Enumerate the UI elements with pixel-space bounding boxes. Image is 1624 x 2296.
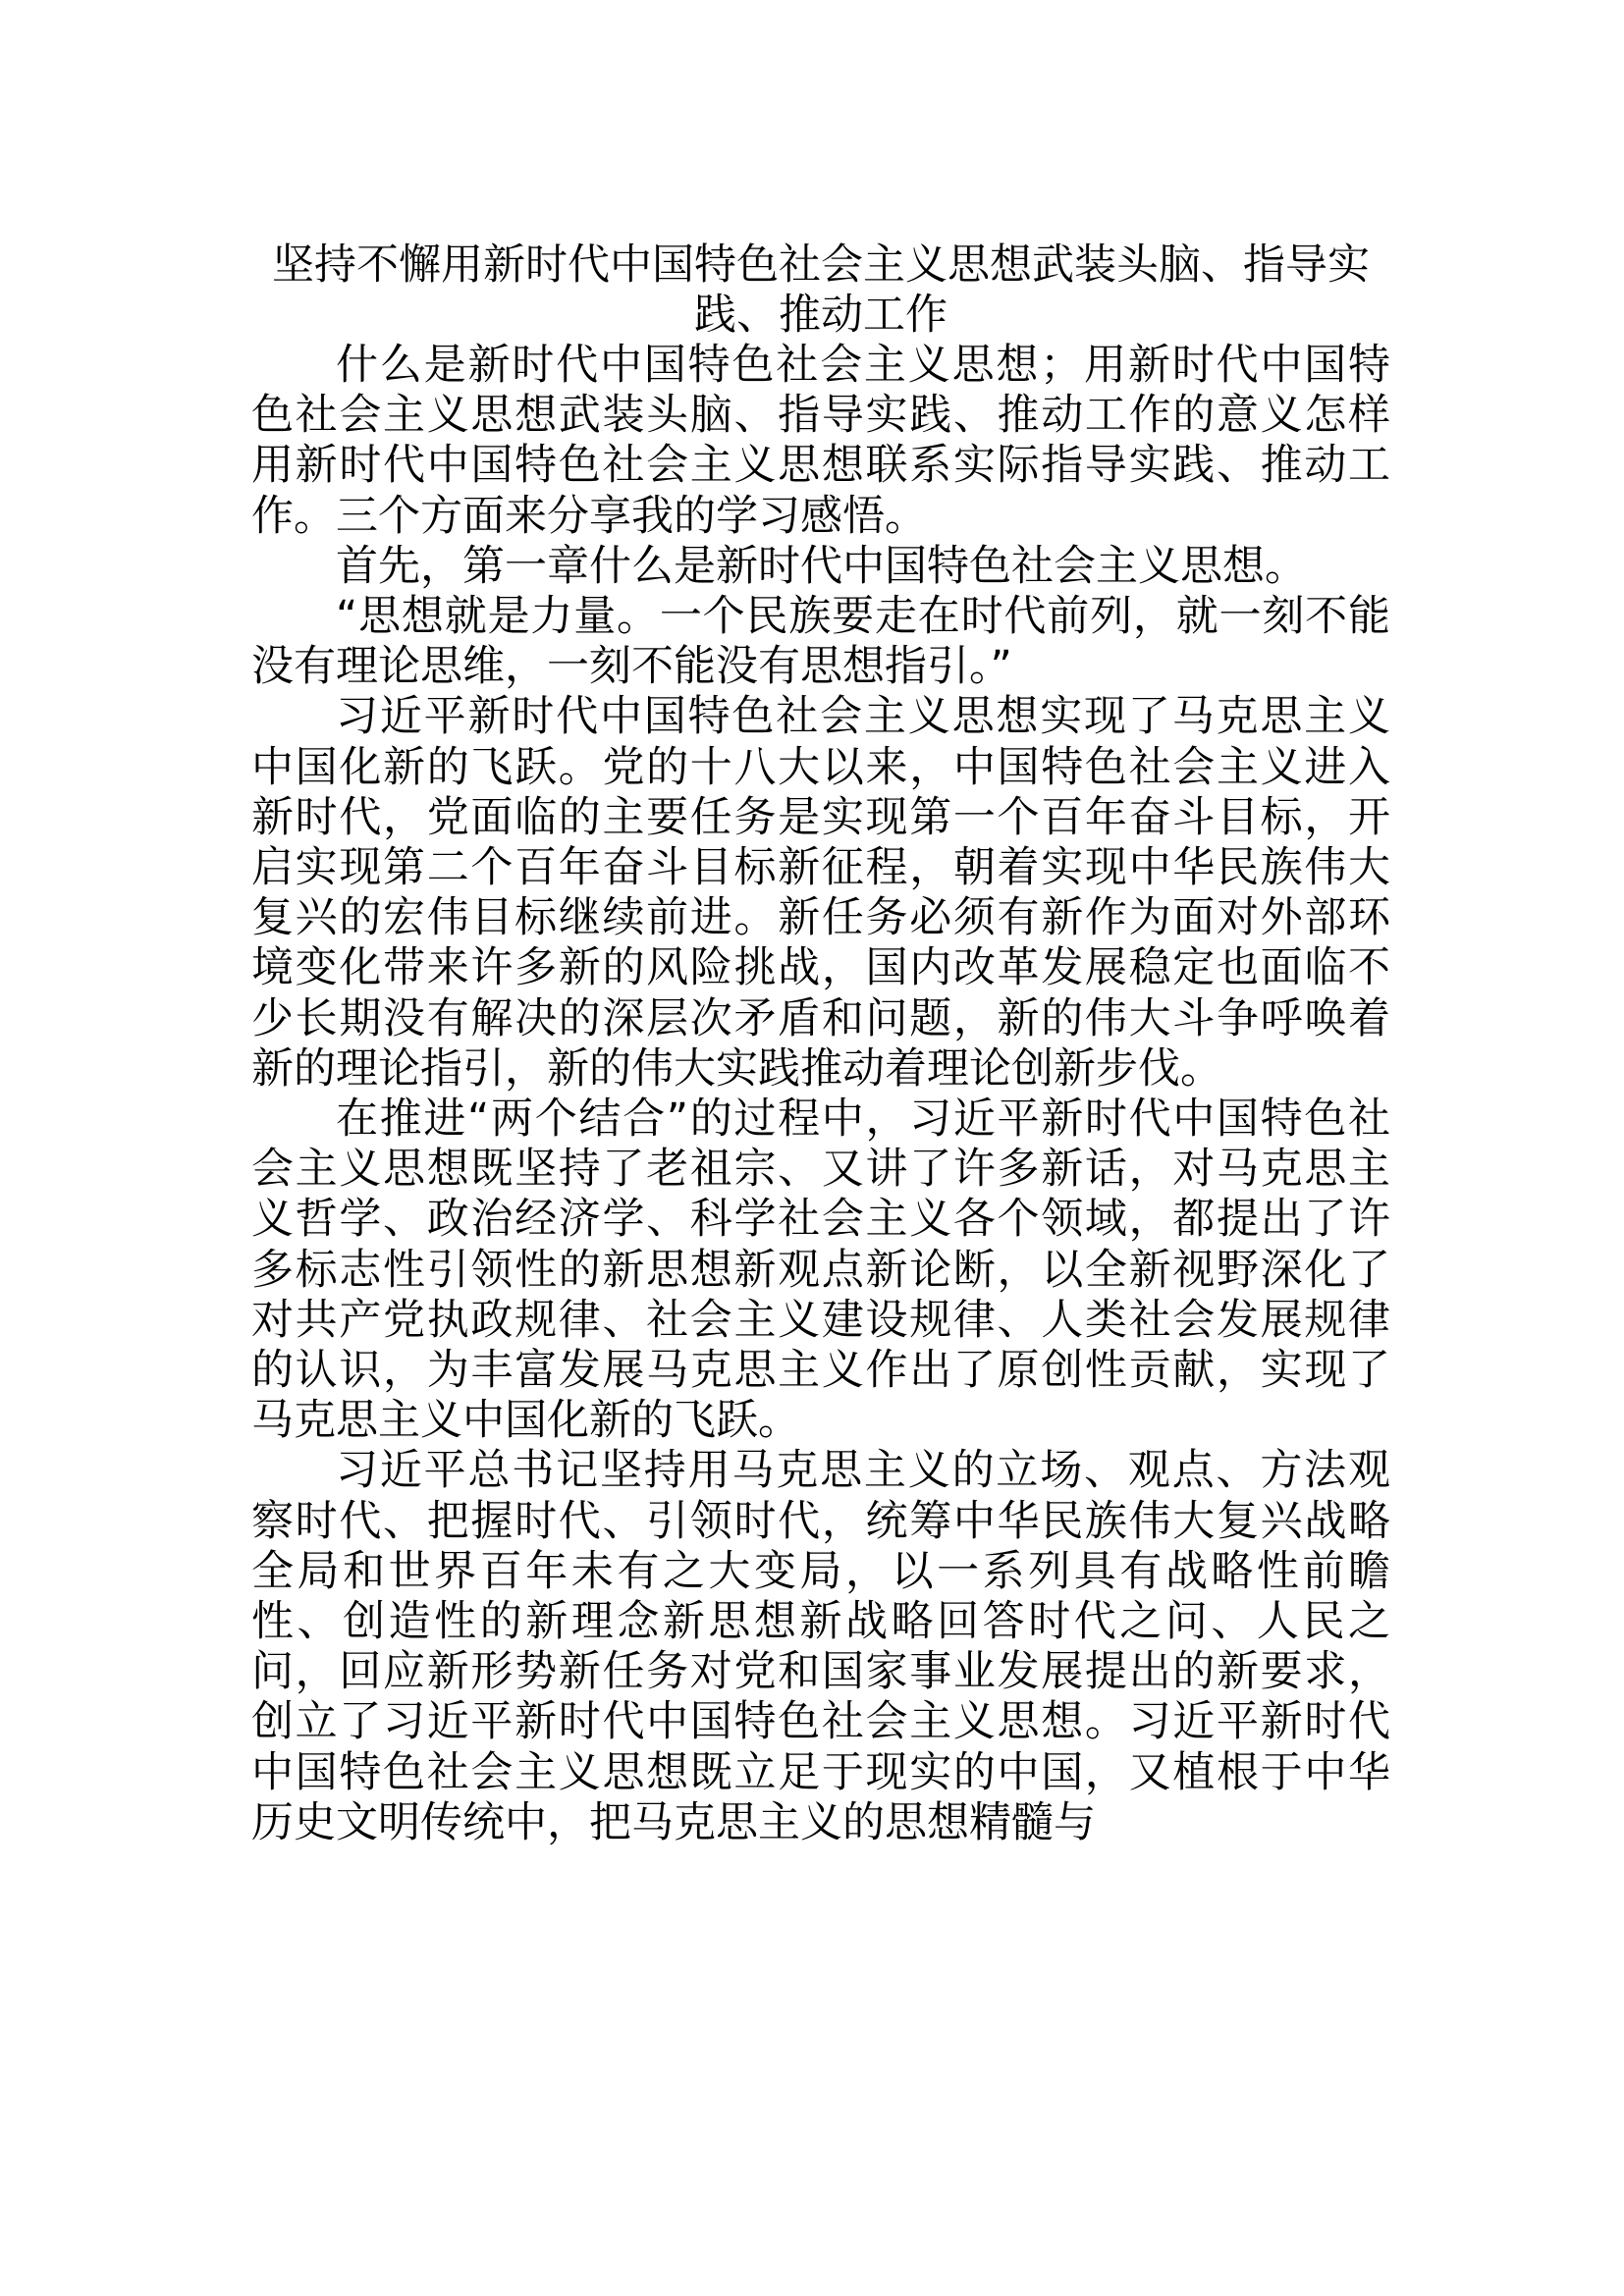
paragraph-quote: “思想就是力量。一个民族要走在时代前列，就一刻不能没有理论思维，一刻不能没有思想指引。” xyxy=(251,592,1390,692)
document-body xyxy=(251,240,1390,1848)
paragraph-intro: 什么是新时代中国特色社会主义思想；用新时代中国特色社会主义思想武装头脑、指导实践、推动工作的意义怎样用新时代中国特色社会主义思想联系实际指导实践、推动工作。三个方面来分享我的学习感悟。 xyxy=(251,341,1390,541)
paragraph-two-combinations: 在推进“两个结合”的过程中，习近平新时代中国特色社会主义思想既坚持了老祖宗、又讲了许多新话，对马克思主义哲学、政治经济学、科学社会主义各个领域，都提出了许多标志性引领性的新思想新观点新论断，以全新视野深化了对共产党执政规律、社会主义建设规律、人类社会发展规律的认识，为丰富发展马克思主义作出了原创性贡献，实现了马克思主义中国化新的飞跃。 xyxy=(251,1095,1390,1446)
document-title: 坚持不懈用新时代中国特色社会主义思想武装头脑、指导实践、推动工作 xyxy=(272,240,1370,340)
paragraph-marxist-stance: 习近平总书记坚持用马克思主义的立场、观点、方法观察时代、把握时代、引领时代，统筹中华民族伟大复兴战略全局和世界百年未有之大变局，以一系列具有战略性前瞻性、创造性的新理念新思想新战略回答时代之问、人民之问，回应新形势新任务对党和国家事业发展提出的新要求，创立了习近平新时代中国特色社会主义思想。习近平新时代中国特色社会主义思想既立足于现实的中国，又植根于中华历史文明传统中，把马克思主义的思想精髓与 xyxy=(251,1446,1390,1847)
paragraph-chapter-one: 首先，第一章什么是新时代中国特色社会主义思想。 xyxy=(336,541,1307,591)
paragraph-new-era: 习近平新时代中国特色社会主义思想实现了马克思主义中国化新的飞跃。党的十八大以来，中国特色社会主义进入新时代，党面临的主要任务是实现第一个百年奋斗目标，开启实现第二个百年奋斗目标新征程，朝着实现中华民族伟大复兴的宏伟目标继续前进。新任务必须有新作为面对外部环境变化带来许多新的风险挑战，国内改革发展稳定也面临不少长期没有解决的深层次矛盾和问题，新的伟大斗争呼唤着新的理论指引，新的伟大实践推动着理论创新步伐。 xyxy=(251,692,1390,1094)
